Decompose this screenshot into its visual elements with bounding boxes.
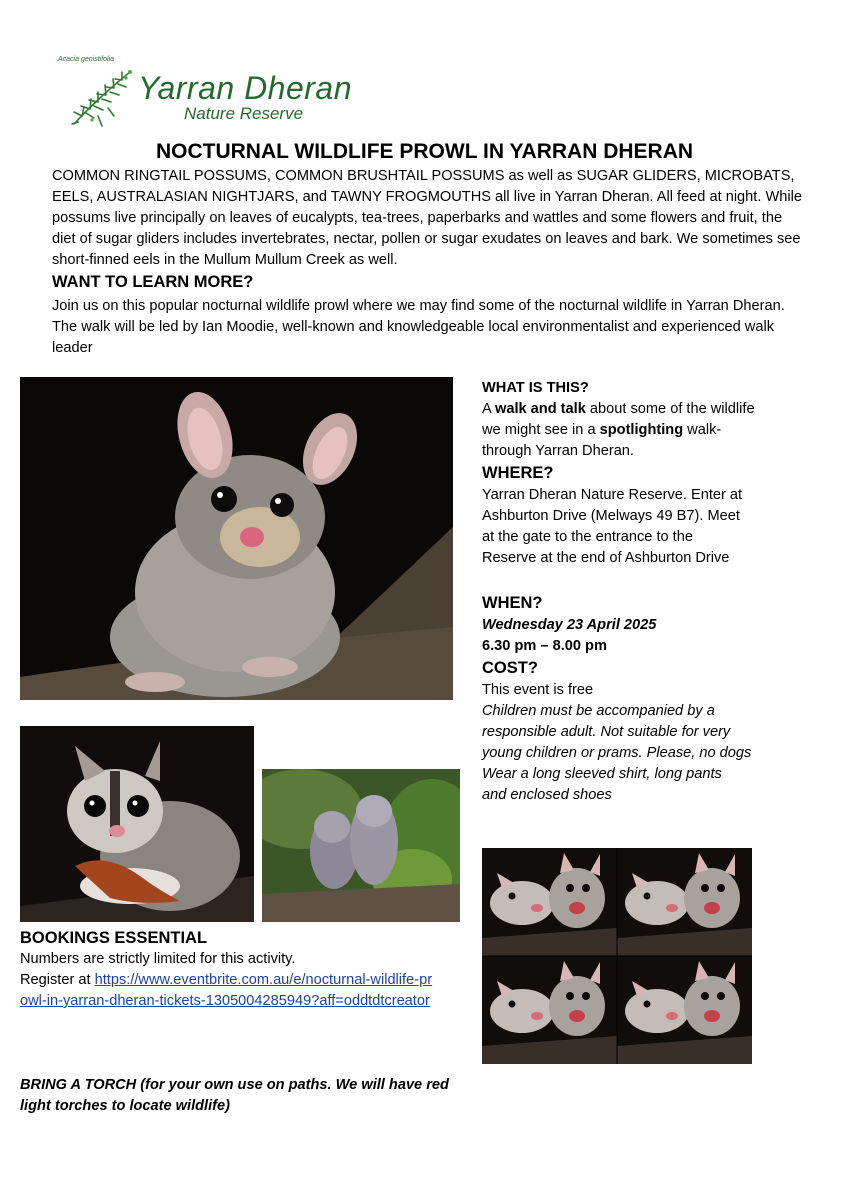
spotlighting-emphasis: spotlighting — [599, 422, 684, 438]
what-text: about some of the wildlife we might see in a — [482, 401, 755, 438]
walk-and-talk-emphasis: walk and talk — [494, 401, 586, 417]
what-section — [482, 378, 762, 462]
logo-subtitle: Nature Reserve — [184, 104, 304, 123]
where-section — [482, 463, 762, 569]
what-heading: WHAT IS THIS? — [482, 380, 589, 396]
sugar-glider-photo — [20, 726, 254, 922]
bookings-section — [20, 927, 460, 1012]
eventbrite-link[interactable]: https://www.eventbrite.com.au/e/nocturnal-wildlife-prowl-in-yarran-dheran-tickets-1305004285949?aff=oddtdtcreator — [20, 972, 433, 1009]
logo — [56, 52, 396, 132]
register-line — [20, 970, 435, 1012]
possum-photo-grid — [482, 848, 752, 1064]
learn-more-paragraph: Join us on this popular nocturnal wildlife prowl where we may find some of the nocturnal wildlife in Yarran Dheran. The walk will be led by Ian Moodie, well-known and knowledgeable local environmentalist and experienced walk leader — [52, 298, 785, 356]
event-date: Wednesday 23 April 2025 — [482, 617, 657, 633]
clothing-note: Wear a long sleeved shirt, long pants and enclosed shoes — [482, 766, 722, 803]
what-text: A — [482, 401, 495, 417]
logo-latin-name: Acacia genistifolia — [58, 56, 115, 63]
torch-note: BRING A TORCH (for your own use on paths. We will have red light torches to locate wildlife) — [20, 1077, 449, 1114]
page-title: NOCTURNAL WILDLIFE PROWL IN YARRAN DHERAN — [155, 140, 694, 163]
where-paragraph: Yarran Dheran Nature Reserve. Enter at Ashburton Drive (Melways 49 B7). Meet at the gate to the entrance to the Reserve at the end of Ashburton Drive — [482, 487, 743, 566]
logo-title: Yarran Dheran — [138, 70, 353, 106]
limited-note: Numbers are strictly limited for this activity. — [20, 951, 296, 967]
acacia-sprig-icon — [68, 64, 140, 130]
register-label: Register at — [20, 972, 95, 988]
cost-free-text: This event is free — [482, 682, 594, 698]
learn-more-heading: WANT TO LEARN MORE? — [52, 273, 254, 291]
bookings-body — [20, 949, 460, 1012]
cost-section — [482, 658, 762, 806]
event-time: 6.30 pm – 8.00 pm — [482, 638, 607, 654]
intro-paragraph: COMMON RINGTAIL POSSUMS, COMMON BRUSHTAIL POSSUMS as well as SUGAR GLIDERS, MICROBATS, EELS, AUSTRALASIAN NIGHTJARS, and TAWNY FROGMOUTHS all live in Yarran Dheran. All feed at night. While possums live principally on leaves of eucalypts, tea-trees, paperbarks and wattles and some flowers and fruit, the diet of sugar gliders includes invertebrates, nectar, pollen or sugar exudates on leaves and bark. We sometimes see short-finned eels in the Mullum Mullum Creek as well. — [52, 168, 802, 268]
tawny-frogmouth-photo — [262, 769, 460, 922]
when-heading: WHEN? — [482, 594, 543, 612]
what-paragraph — [482, 399, 762, 462]
brushtail-possum-photo — [20, 377, 453, 700]
what-text: walk-through Yarran Dheran. — [482, 422, 722, 459]
when-section — [482, 593, 762, 657]
where-heading: WHERE? — [482, 464, 554, 482]
cost-heading: COST? — [482, 659, 538, 677]
bookings-heading: BOOKINGS ESSENTIAL — [20, 929, 208, 947]
children-note: Children must be accompanied by a responsible adult. Not suitable for very young children or prams. Please, no dogs — [482, 703, 752, 761]
